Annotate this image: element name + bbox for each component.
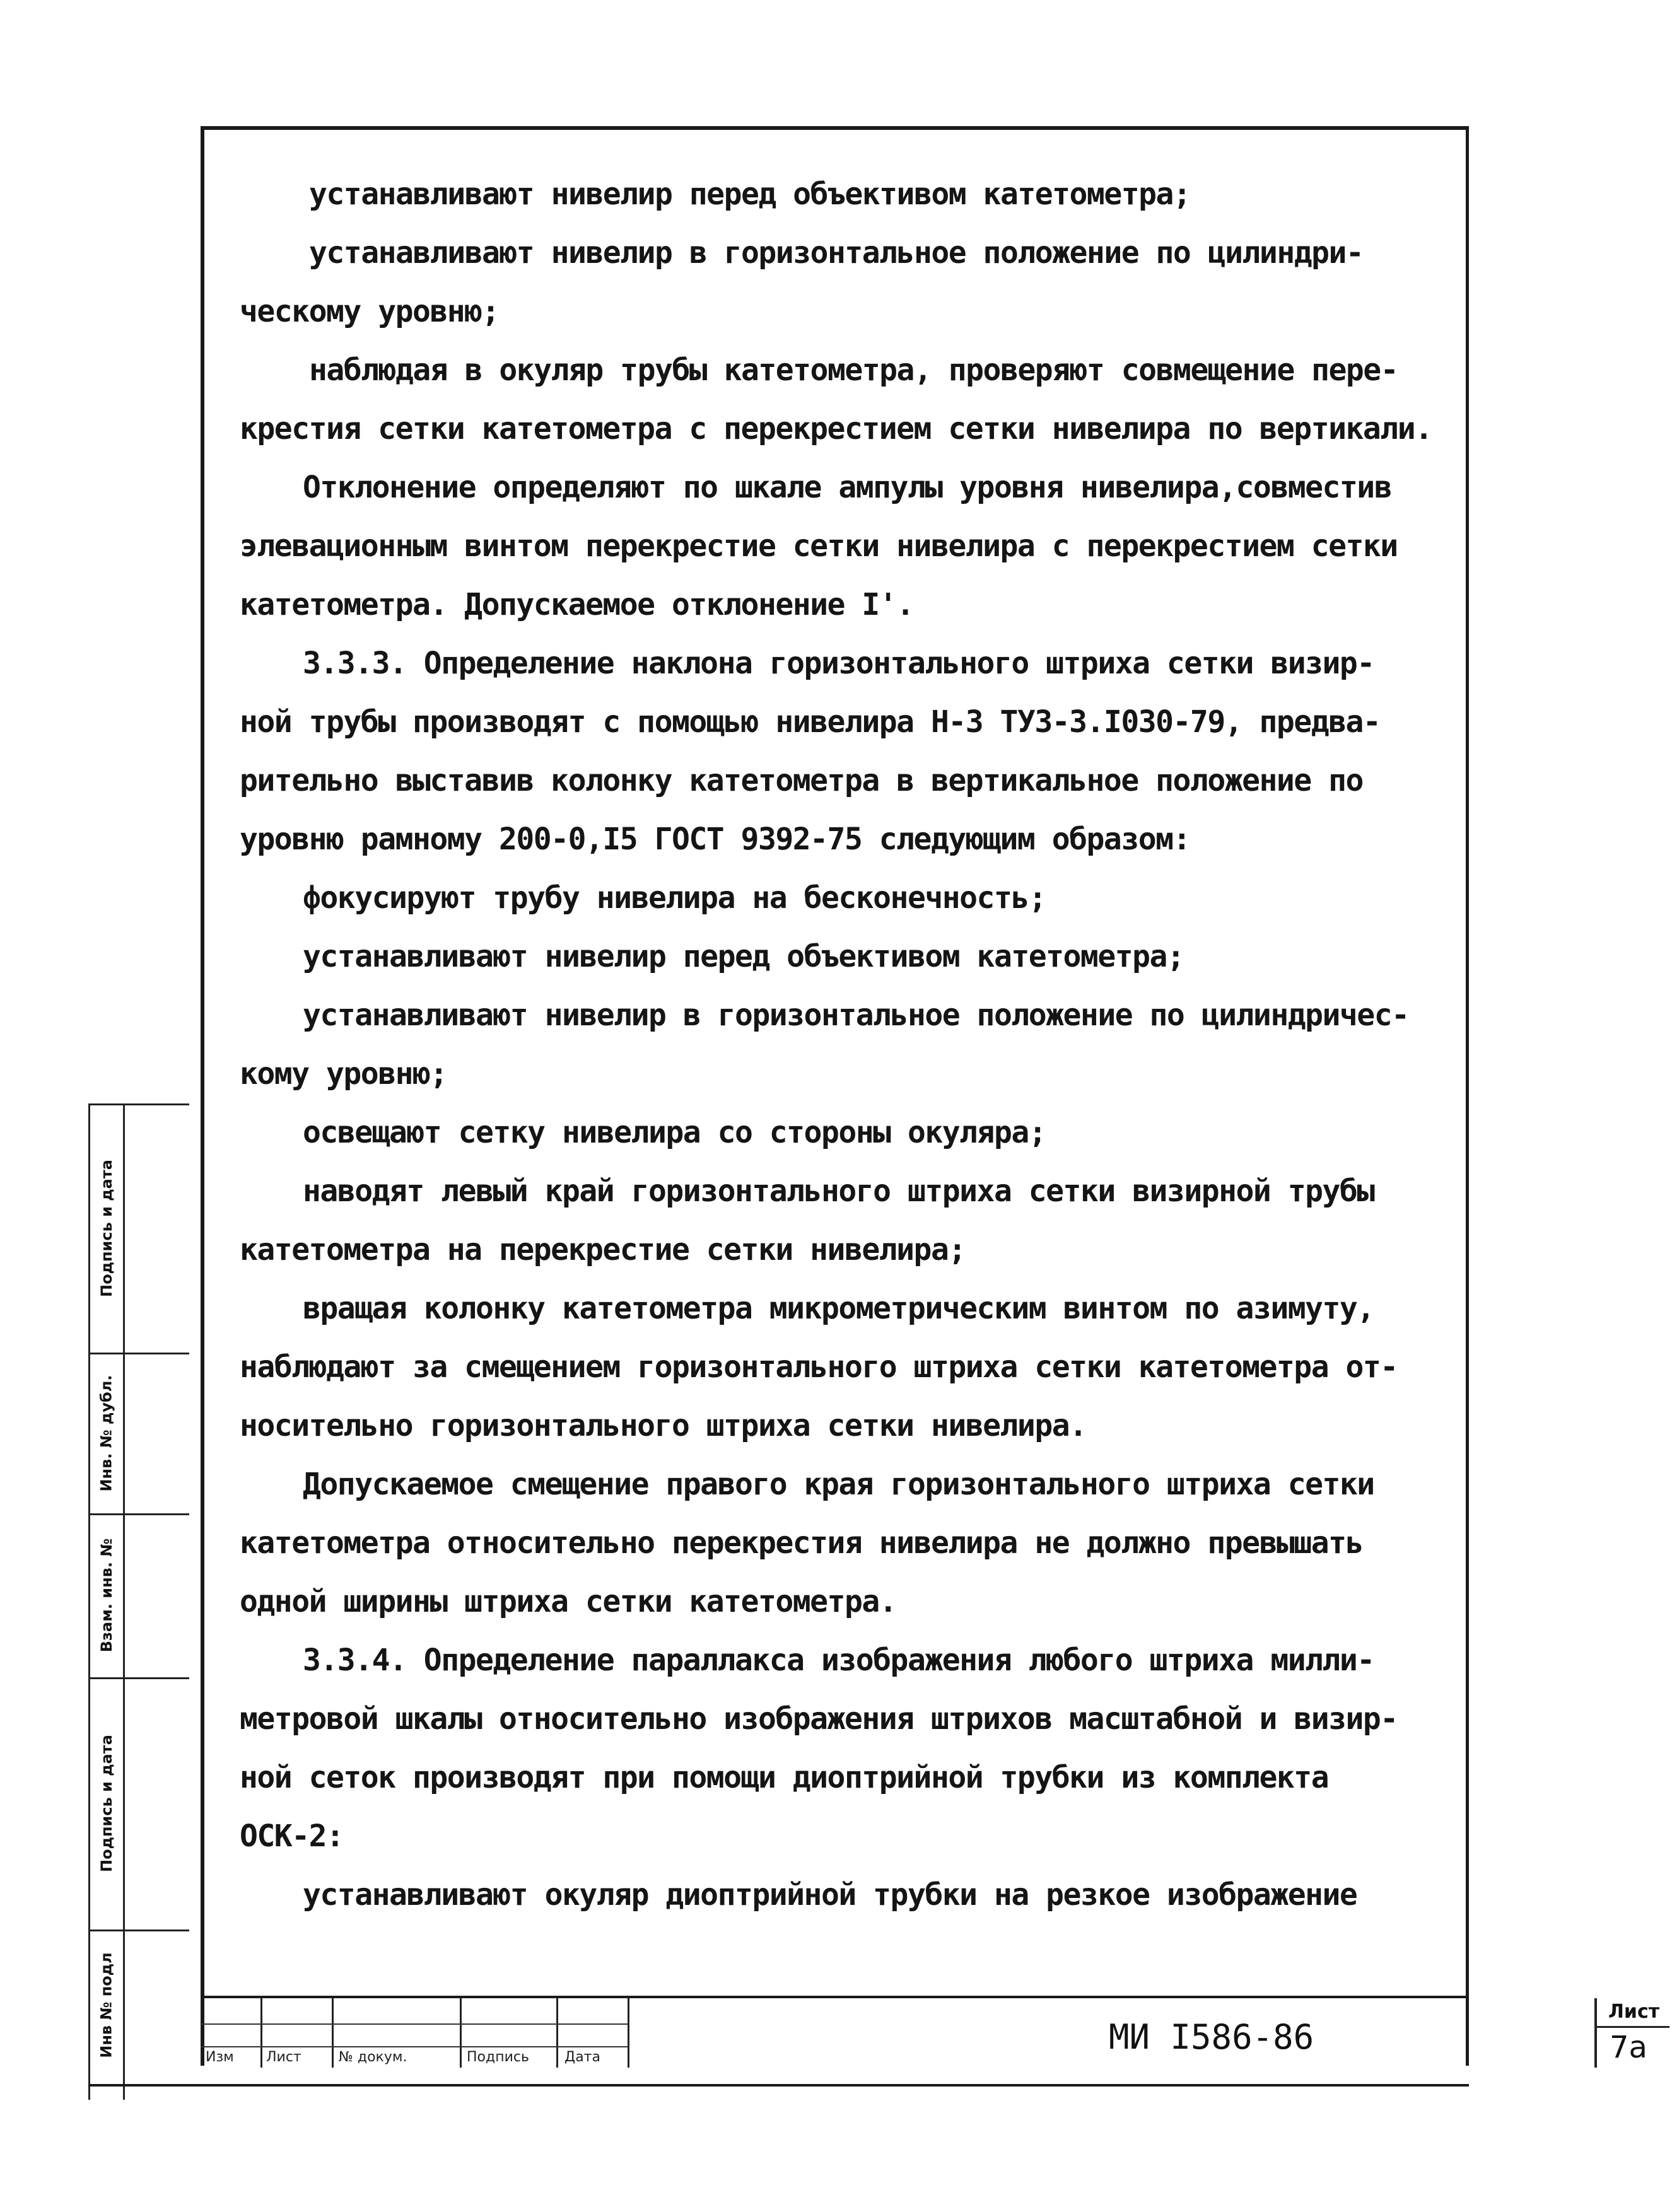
- frame-bottom-rule: [88, 2084, 1469, 2087]
- tb-cell-change: Изм: [201, 1998, 262, 2068]
- text-line: наблюдая в окуляр трубы катетометра, проверяют совмещение пере-: [309, 352, 1398, 388]
- text-line: устанавливают окуляр диоптрийной трубки на резкое изображение: [303, 1877, 1357, 1912]
- text-line: наблюдают за смещением горизонтального штриха сетки катетометра от-: [240, 1349, 1398, 1385]
- margin-label-signature-date-2: Подпись и дата: [98, 1735, 115, 1872]
- tb-row-line: [201, 2023, 628, 2025]
- text-line: катетометра относительно перекрестия нивелира не должно превышать: [240, 1525, 1363, 1561]
- tb-row-line: [201, 2046, 628, 2047]
- text-line: ОСК-2:: [240, 1819, 344, 1854]
- text-line: ческому уровню;: [240, 294, 499, 329]
- text-line: крестия сетки катетометра с перекрестием сетки нивелира по вертикали.: [240, 411, 1432, 446]
- sheet-number: 7а: [1610, 2030, 1647, 2065]
- text-line: устанавливают нивелир в горизонтальное положение по цилиндричес-: [303, 998, 1409, 1033]
- document-code: МИ I586-86: [1109, 2017, 1314, 2057]
- tb-cell-date: Дата: [558, 1998, 629, 2068]
- title-block: [201, 1996, 1660, 2068]
- text-line: фокусируют трубу нивелира на бесконечность;: [303, 880, 1046, 916]
- text-line: устанавливают нивелир в горизонтальное положение по цилиндри-: [309, 235, 1364, 271]
- margin-label-replaced-inv: Взам. инв. №: [98, 1538, 115, 1653]
- document-body: [240, 165, 1470, 1924]
- tb-cell-sheet: Лист: [262, 1998, 334, 2068]
- text-line: катетометра на перекрестие сетки нивелира;: [240, 1232, 966, 1267]
- text-line: рительно выставив колонку катетометра в вертикальное положение по: [240, 763, 1363, 798]
- text-line: кому уровню;: [240, 1056, 447, 1091]
- sheet-label: Лист: [1608, 2001, 1660, 2023]
- sheet-divider: [1597, 2026, 1669, 2028]
- text-line: Допускаемое смещение правого края горизонтального штриха сетки: [303, 1467, 1374, 1502]
- tb-cell-docno: № докум.: [334, 1998, 462, 2068]
- text-line: одной ширины штриха сетки катетометра.: [240, 1584, 897, 1619]
- sheet-box: [1594, 1998, 1672, 2068]
- text-line: носительно горизонтального штриха сетки нивелира.: [240, 1408, 1087, 1443]
- margin-label-dup-inv: Инв. № дубл.: [98, 1374, 116, 1492]
- margin-stamp: [88, 1103, 189, 2100]
- section-heading-line: 3.3.4. Определение параллакса изображения любого штриха милли-: [303, 1643, 1374, 1678]
- text-line: элевационным винтом перекрестие сетки нивелира с перекрестием сетки: [240, 528, 1398, 564]
- text-line: устанавливают нивелир перед объективом катетометра;: [309, 177, 1191, 212]
- text-line: ной трубы производят с помощью нивелира Н-3 ТУ3-3.I030-79, предва-: [240, 704, 1381, 740]
- section-heading-line: 3.3.3. Определение наклона горизонтального штриха сетки визир-: [303, 646, 1374, 681]
- text-line: устанавливают нивелир перед объективом катетометра;: [303, 939, 1184, 974]
- text-line: наводят левый край горизонтального штриха сетки визирной трубы: [303, 1173, 1374, 1209]
- text-line: метровой шкалы относительно изображения штрихов масштабной и визир-: [240, 1701, 1398, 1737]
- text-line: Отклонение определяют по шкале ампулы уровня нивелира,совместив: [303, 470, 1392, 505]
- text-line: вращая колонку катетометра микрометрическим винтом по азимуту,: [303, 1291, 1374, 1326]
- text-line: ной сеток производят при помощи диоптрийной трубки из комплекта: [240, 1760, 1329, 1795]
- margin-label-signature-date: Подпись и дата: [98, 1159, 115, 1297]
- tb-cell-signature: Подпись: [462, 1998, 558, 2068]
- text-line: освещают сетку нивелира со стороны окуляра;: [303, 1115, 1046, 1150]
- text-line: уровню рамному 200-0,I5 ГОСТ 9392-75 следующим образом:: [240, 822, 1190, 857]
- margin-label-orig-inv: Инв № подл: [98, 1952, 116, 2058]
- text-line: катетометра. Допускаемое отклонение I'.: [240, 587, 914, 622]
